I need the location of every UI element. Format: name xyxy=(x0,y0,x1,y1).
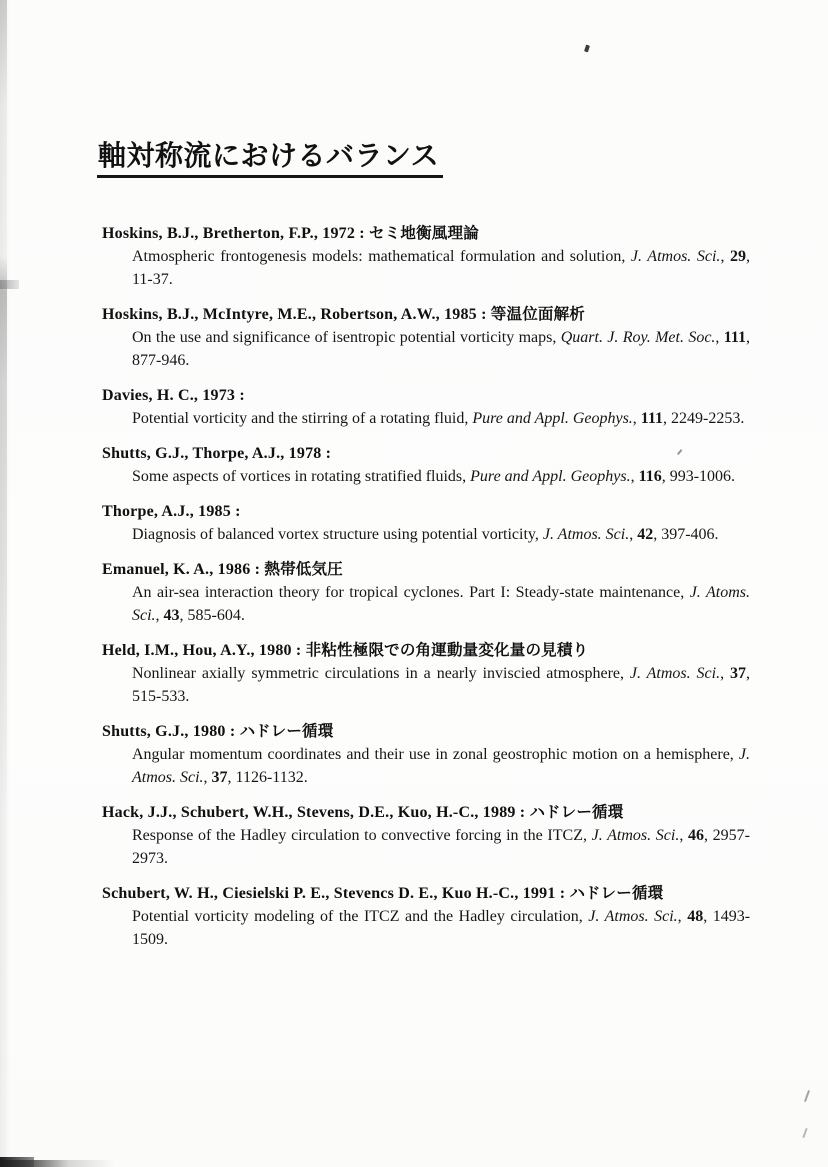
reference-entry xyxy=(102,500,750,546)
citation-text: , xyxy=(720,247,731,265)
citation-text: Shutts, G.J., 1980 : xyxy=(102,722,240,740)
volume-number: 116 xyxy=(638,467,662,485)
journal-name: J. Atmos. Sci. xyxy=(132,745,750,786)
citation-text: , 1493-1509. xyxy=(132,907,751,948)
journal-name: J. Atmos. Sci. xyxy=(588,907,678,925)
citation-text: An air-sea interaction theory for tropical cyclones. Part I: Steady-state maintenance, xyxy=(132,583,690,601)
japanese-annotation: ハドレー循環 xyxy=(529,802,624,821)
journal-name: J. Atoms. Sci. xyxy=(132,583,750,624)
japanese-annotation: セミ地衡風理論 xyxy=(369,223,479,242)
volume-number: 43 xyxy=(163,606,180,624)
reference-entry xyxy=(102,882,750,951)
citation-text: On the use and significance of isentropic potential vorticity maps, xyxy=(132,328,561,346)
citation-text: Angular momentum coordinates and their use in zonal geostrophic motion on a hemisphere, xyxy=(132,745,739,763)
volume-number: 37 xyxy=(211,768,228,786)
reference-entry xyxy=(102,801,750,870)
scan-speck xyxy=(802,1128,807,1138)
journal-name: J. Atmos. Sci. xyxy=(629,664,721,682)
journal-name: J. Atmos. Sci. xyxy=(630,247,721,265)
citation-text: , xyxy=(203,768,212,786)
scan-speck xyxy=(584,45,590,53)
citation-text: Some aspects of vortices in rotating stratified fluids, xyxy=(132,467,471,485)
citation-text: , xyxy=(679,826,689,844)
reference-heading xyxy=(102,222,750,245)
reference-citation xyxy=(132,465,750,488)
reference-heading xyxy=(102,442,750,465)
citation-text: Diagnosis of balanced vortex structure using potential vorticity, xyxy=(132,525,543,543)
citation-text: , 877-946. xyxy=(132,328,751,369)
citation-text: Hoskins, B.J., Bretherton, F.P., 1972 : xyxy=(102,224,369,242)
reference-heading xyxy=(102,882,750,905)
japanese-annotation: ハドレー循環 xyxy=(569,883,664,902)
journal-name: Quart. J. Roy. Met. Soc. xyxy=(560,328,716,346)
citation-text: Davies, H. C., 1973 : xyxy=(102,386,245,404)
reference-citation xyxy=(132,662,750,708)
reference-citation xyxy=(132,743,750,789)
citation-text: , 1126-1132. xyxy=(227,768,308,786)
reference-citation xyxy=(132,326,750,372)
reference-entry xyxy=(102,222,750,291)
citation-text: Response of the Hadley circulation to convective forcing in the ITCZ, xyxy=(132,826,592,844)
citation-text: , 585-604. xyxy=(179,606,245,624)
japanese-annotation: 非粘性極限での角運動量変化量の見積り xyxy=(305,640,589,659)
reference-citation xyxy=(132,245,750,291)
scan-edge-shadow xyxy=(0,0,7,1167)
citation-text: Thorpe, A.J., 1985 : xyxy=(102,502,241,520)
citation-text: , 515-533. xyxy=(132,664,751,705)
volume-number: 48 xyxy=(687,907,704,925)
citation-text: , xyxy=(155,606,164,624)
reference-entry xyxy=(102,558,750,627)
citation-text: Potential vorticity modeling of the ITCZ and the Hadley circulation, xyxy=(132,907,589,925)
citation-text: , xyxy=(630,467,639,485)
scan-edge-mark xyxy=(0,280,19,289)
volume-number: 111 xyxy=(640,409,664,427)
scan-speck xyxy=(804,1090,810,1102)
citation-text: , 397-406. xyxy=(653,525,719,543)
citation-text: Atmospheric frontogenesis models: mathematical formulation and solution, xyxy=(132,247,631,265)
citation-text: , xyxy=(677,907,688,925)
scan-bottom-smudge xyxy=(0,1157,34,1167)
citation-text: , xyxy=(720,664,731,682)
citation-text: , 2957-2973. xyxy=(132,826,751,867)
reference-heading xyxy=(102,801,750,824)
journal-name: Pure and Appl. Geophys. xyxy=(470,467,631,485)
reference-heading xyxy=(102,384,750,407)
citation-text: , xyxy=(632,409,641,427)
citation-text: Nonlinear axially symmetric circulations in a nearly inviscied atmosphere, xyxy=(132,664,630,682)
reference-entry xyxy=(102,303,750,372)
reference-list xyxy=(102,222,750,951)
journal-name: J. Atmos. Sci. xyxy=(591,826,680,844)
citation-text: , 2249-2253. xyxy=(663,409,745,427)
volume-number: 42 xyxy=(637,525,654,543)
citation-text: Shutts, G.J., Thorpe, A.J., 1978 : xyxy=(102,444,332,462)
volume-number: 29 xyxy=(730,247,747,265)
citation-text: Potential vorticity and the stirring of a rotating fluid, xyxy=(132,409,473,427)
reference-heading xyxy=(102,500,750,523)
japanese-annotation: 熱帯低気圧 xyxy=(264,559,343,578)
citation-text: Hoskins, B.J., McIntyre, M.E., Robertson, A.W., 1985 : xyxy=(102,305,491,323)
reference-entry xyxy=(102,639,750,708)
reference-citation xyxy=(132,407,750,430)
citation-text: Emanuel, K. A., 1986 : xyxy=(102,560,265,578)
reference-entry xyxy=(102,384,750,430)
journal-name: Pure and Appl. Geophys. xyxy=(472,409,633,427)
citation-text: , xyxy=(715,328,724,346)
citation-text: Schubert, W. H., Ciesielski P. E., Stevencs D. E., Kuo H.-C., 1991 : xyxy=(102,884,570,902)
reference-citation xyxy=(132,523,750,546)
reference-citation xyxy=(132,581,750,627)
journal-name: J. Atmos. Sci. xyxy=(542,525,630,543)
reference-heading xyxy=(102,303,750,326)
citation-text: Held, I.M., Hou, A.Y., 1980 : xyxy=(102,641,306,659)
citation-text: , xyxy=(629,525,638,543)
citation-text: Hack, J.J., Schubert, W.H., Stevens, D.E., Kuo, H.-C., 1989 : xyxy=(102,803,530,821)
reference-heading xyxy=(102,720,750,743)
japanese-annotation: 等温位面解析 xyxy=(490,304,585,323)
volume-number: 111 xyxy=(723,328,747,346)
page-title: 軸対称流におけるバランス xyxy=(97,141,443,178)
citation-text: , 993-1006. xyxy=(661,467,736,485)
volume-number: 37 xyxy=(730,664,747,682)
japanese-annotation: ハドレー循環 xyxy=(239,721,334,740)
reference-citation xyxy=(132,824,750,870)
reference-entry xyxy=(102,442,750,488)
reference-entry xyxy=(102,720,750,789)
citation-text: , 11-37. xyxy=(132,247,751,288)
volume-number: 46 xyxy=(688,826,705,844)
reference-heading xyxy=(102,639,750,662)
reference-citation xyxy=(132,905,750,951)
reference-heading xyxy=(102,558,750,581)
